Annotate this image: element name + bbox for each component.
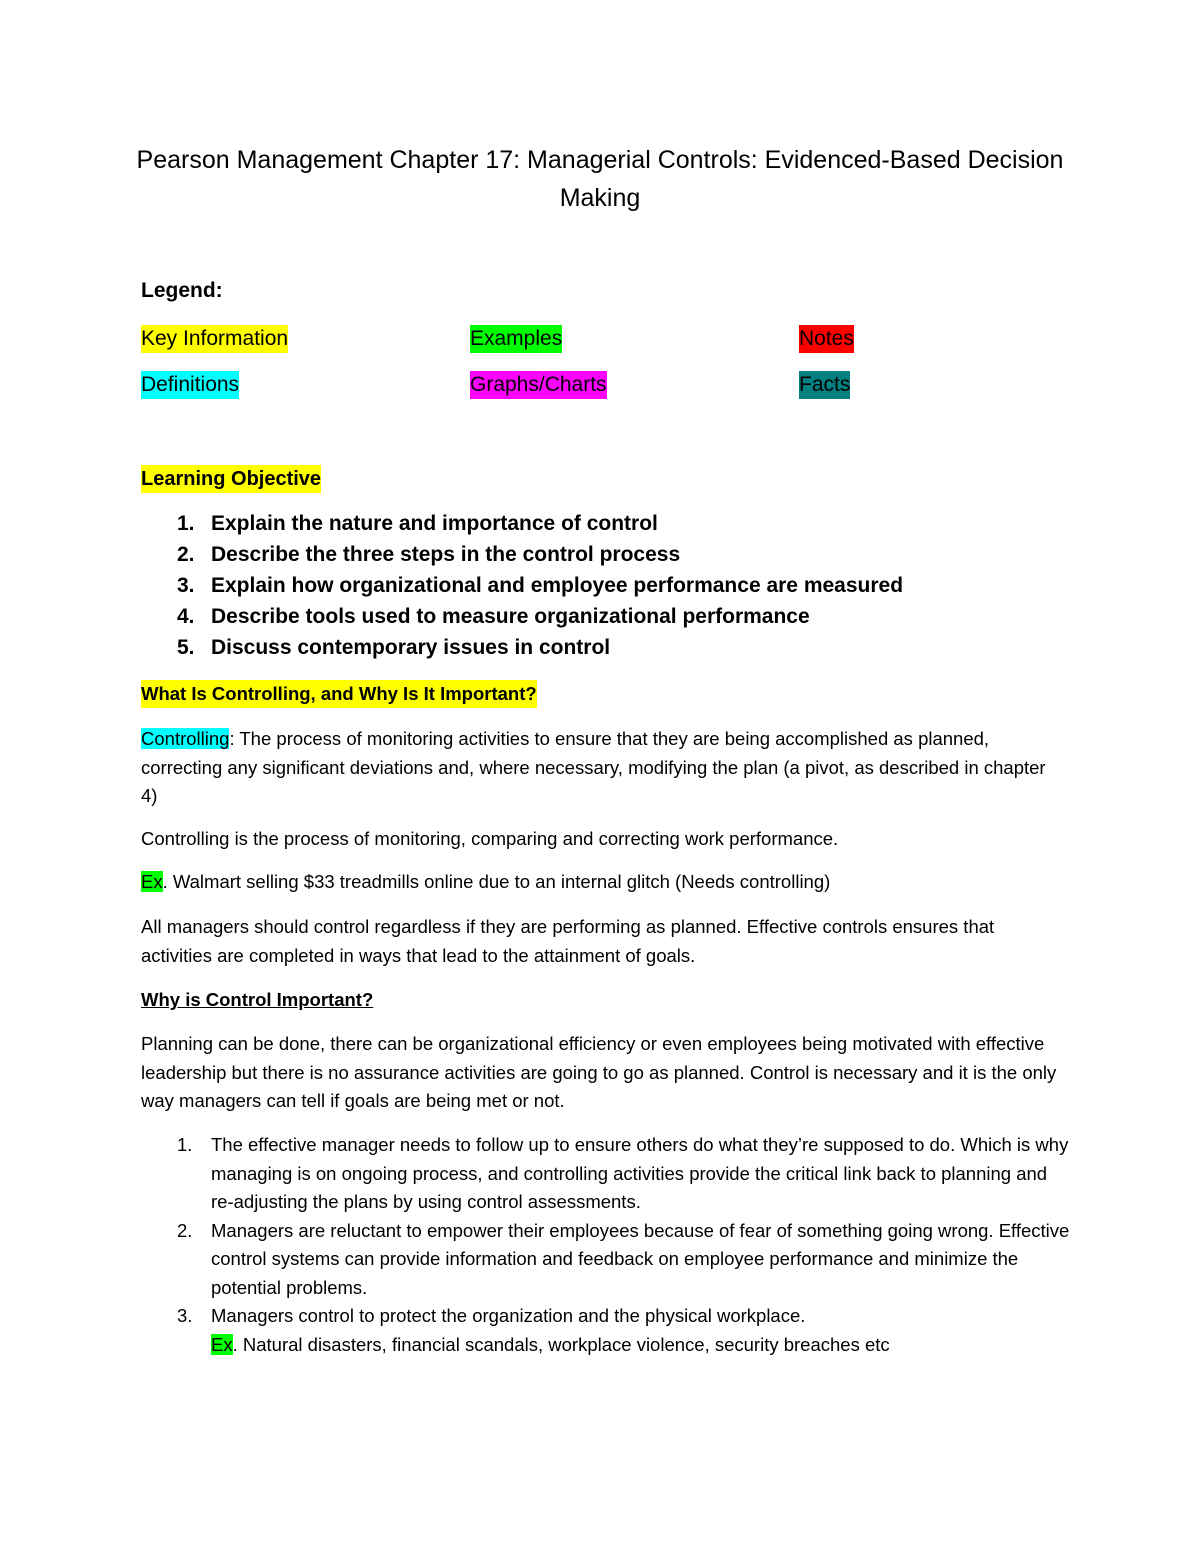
list-item: 3. Explain how organizational and employee performance are measured [177, 574, 904, 597]
list-item: 3. Managers control to protect the organization and the physical workplace. Ex. Natural disasters, financial scandals, workplace violence, security breaches etc [177, 1305, 890, 1355]
paragraph-all-managers: All managers should control regardless if they are performing as planned. Effective controls ensures that activities are completed in ways that lead to the attainment of goals. [141, 916, 995, 966]
subheading-why-control: Why is Control Important? [141, 989, 374, 1010]
legend-examples: Examples [470, 325, 562, 353]
legend-definitions: Definitions [141, 371, 239, 399]
paragraph-planning: Planning can be done, there can be organizational efficiency or even employees being motivated with effective leadership but there is no assurance activities are going to go as planned. Control is necessary and it is the only way managers can tell if goals are being met or not. [141, 1033, 1057, 1111]
paragraph-controlling: Controlling is the process of monitoring, comparing and correcting work performance. [141, 828, 839, 849]
section-heading: What Is Controlling, and Why Is It Important? [141, 680, 537, 708]
definition-text: The process of monitoring activities to ensure that they are being accomplished as planned, correcting any significant deviations and, where necessary, modifying the plan (a pivot, as described in chapter 4) [141, 728, 1046, 806]
example-text: . Walmart selling $33 treadmills online due to an internal glitch (Needs controlling) [162, 871, 831, 892]
example-label: Ex [211, 1333, 233, 1355]
legend-notes: Notes [799, 325, 854, 353]
list-item: 5. Discuss contemporary issues in control [177, 636, 611, 659]
legend-label: Legend: [141, 279, 223, 302]
learning-objective-heading: Learning Objective [141, 465, 321, 493]
definition-term: Controlling [141, 728, 230, 749]
definition-paragraph: Controlling: The process of monitoring activities to ensure that they are being accomplished as planned, correcting any significant deviations and, where necessary, modifying the plan (a pivot, as described in chapter 4) [141, 728, 1046, 806]
objectives-list [141, 508, 903, 663]
list-item: 4. Describe tools used to measure organizational performance [177, 605, 810, 628]
legend-facts: Facts [799, 371, 850, 399]
list-item: 2. Describe the three steps in the control process [177, 543, 681, 566]
page-title: Pearson Management Chapter 17: Managerial Controls: Evidenced-Based Decision Making [136, 146, 1064, 212]
reasons-list [141, 1131, 1071, 1359]
list-item: 2. Managers are reluctant to empower their employees because of fear of something going wrong. Effective control systems can provide information and feedback on employee performance and minimize the potential problems. [177, 1219, 1070, 1298]
example-paragraph [141, 868, 1061, 897]
legend-graphs-charts: Graphs/Charts [470, 371, 607, 399]
legend-key-information: Key Information [141, 325, 288, 353]
example-label: Ex [141, 871, 163, 892]
example-text: . Natural disasters, financial scandals, workplace violence, security breaches etc [232, 1333, 890, 1355]
list-item: 1. The effective manager needs to follow up to ensure others do what they’re supposed to do. Which is why managing is on ongoing process, and controlling activities provide the critical link back to planning and re-adjusting the plans by using control assessments. [177, 1134, 1069, 1212]
list-item: 1. Explain the nature and importance of control [177, 512, 658, 535]
